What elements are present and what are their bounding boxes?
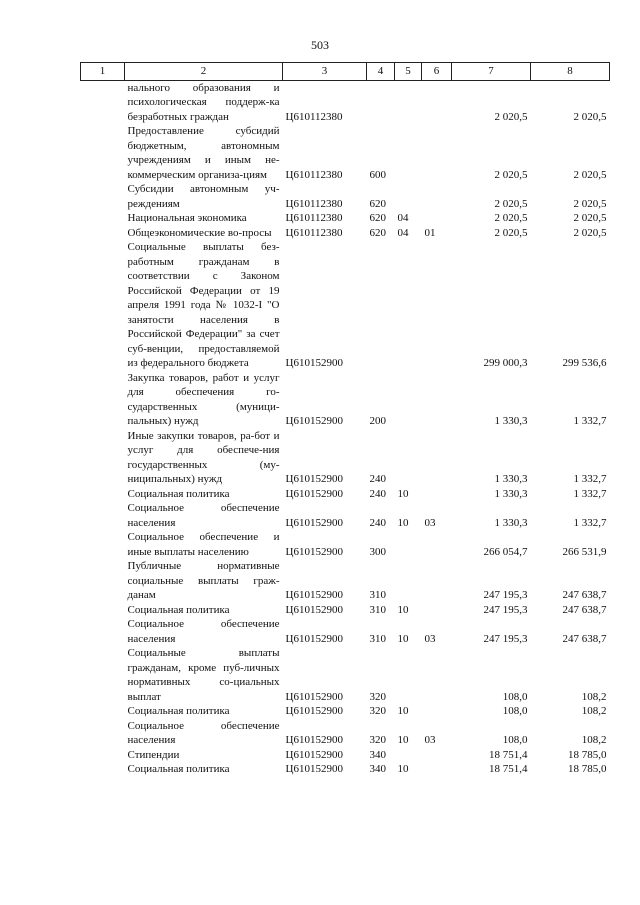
row-amount-2: 1 332,7 [573,487,607,500]
row-subsection [422,748,452,763]
row-amount-1: 1 330,3 [494,487,528,500]
header-col-4: 4 [367,63,395,81]
row-expense-type: 240 [369,473,386,485]
row-target-code: Ц610152900 [285,705,343,717]
row-spacer [81,124,125,182]
row-section [395,429,422,487]
row-name: Стипендии [127,748,180,761]
row-amount-1: 2 020,5 [494,110,528,123]
row-amount-2: 2 020,5 [573,212,607,224]
row-name: Национальная экономика [127,212,247,224]
row-amount-2: 247 638,7 [562,632,607,645]
row-amount-1: 266 054,7 [483,545,528,558]
table-row [81,704,610,719]
row-section: 10 [397,763,409,775]
row-expense-type: 600 [369,168,386,181]
row-subsection: 03 [424,734,436,746]
row-amount-1: 18 751,4 [489,763,528,775]
row-name: Социальное обеспечение населения [127,502,280,529]
row-subsection [422,559,452,603]
row-subsection [422,240,452,371]
row-expense-type: 310 [369,589,386,601]
row-spacer [81,80,125,124]
row-spacer [81,501,125,530]
page-number: 503 [311,38,329,52]
row-amount-1: 247 195,3 [483,589,528,601]
row-section [395,646,422,704]
row-target-code: Ц610152900 [285,748,343,761]
row-section [395,559,422,603]
row-section [395,80,422,124]
header-col-5: 5 [395,63,422,81]
table-row [81,559,610,603]
header-col-7: 7 [452,63,531,81]
row-target-code: Ц610152900 [285,603,343,616]
row-target-code: Ц610112380 [285,212,343,224]
row-target-code: Ц610112380 [285,197,343,210]
header-col-1: 1 [81,63,125,81]
row-target-code: Ц610152900 [285,763,343,775]
row-spacer [81,603,125,618]
row-name: Социальные выплаты гражданам, кроме пуб-личных нормативных со-циальных выплат [127,647,280,703]
row-spacer [81,617,125,646]
row-subsection [422,182,452,211]
row-amount-2: 2 020,5 [573,168,607,181]
row-amount-1: 2 020,5 [494,212,528,224]
row-subsection [422,704,452,719]
row-amount-1: 1 330,3 [494,415,528,427]
table-row [81,719,610,748]
table-row [81,487,610,502]
row-amount-1: 18 751,4 [489,748,528,761]
row-amount-2: 1 332,7 [573,415,607,427]
row-amount-1: 2 020,5 [494,168,528,181]
table-row [81,530,610,559]
table-row [81,603,610,618]
row-amount-1: 247 195,3 [483,603,528,616]
row-amount-1: 299 000,3 [483,357,528,369]
row-subsection: 01 [424,226,436,239]
row-expense-type [367,240,395,371]
row-amount-2: 108,2 [581,734,607,746]
row-spacer [81,719,125,748]
header-col-2: 2 [125,63,283,81]
row-name: нального образования и психологическая поддерж-ка безработных граждан [127,81,280,123]
row-spacer [81,646,125,704]
row-amount-2: 108,2 [581,690,607,703]
row-name: Социальное обеспечение и иные выплаты населению [127,531,280,558]
row-subsection [422,211,452,226]
row-name: Социальное обеспечение населения [127,719,280,746]
row-section [395,530,422,559]
row-amount-1: 108,0 [502,705,528,717]
row-spacer [81,748,125,763]
row-spacer [81,704,125,719]
row-amount-1: 247 195,3 [483,632,528,645]
row-target-code: Ц610152900 [285,516,343,529]
row-expense-type: 240 [369,516,386,529]
row-name: Социальная политика [127,705,230,717]
row-spacer [81,211,125,226]
row-name: Публичные нормативные социальные выплаты граж-данам [127,560,280,601]
row-target-code: Ц610152900 [285,690,343,703]
row-spacer [81,530,125,559]
row-section: 10 [397,487,409,500]
row-amount-2: 266 531,9 [562,545,607,558]
row-target-code: Ц610152900 [285,589,343,601]
row-expense-type: 300 [369,545,386,558]
row-section: 10 [397,705,409,717]
table-row [81,501,610,530]
row-subsection: 03 [424,516,436,529]
row-subsection [422,603,452,618]
row-expense-type: 320 [369,690,386,703]
row-amount-1: 2 020,5 [494,226,528,239]
row-section: 04 [397,212,409,224]
row-name: Социальная политика [127,487,230,500]
row-target-code: Ц610152900 [285,632,343,645]
row-section: 10 [397,516,409,529]
row-spacer [81,182,125,211]
row-subsection [422,429,452,487]
header-col-3: 3 [283,63,367,81]
row-expense-type: 240 [369,487,386,500]
header-col-8: 8 [531,63,610,81]
row-subsection [422,80,452,124]
row-expense-type: 620 [369,226,386,239]
row-subsection [422,124,452,182]
row-section [395,748,422,763]
row-expense-type: 200 [369,415,386,427]
row-name: Социальное обеспечение населения [127,618,280,645]
table-row [81,646,610,704]
row-amount-2: 247 638,7 [562,603,607,616]
row-subsection [422,762,452,777]
row-expense-type: 310 [369,603,386,616]
row-name: Социальная политика [127,763,230,775]
row-amount-2: 1 332,7 [573,473,607,485]
table-header [81,63,610,81]
row-amount-2: 108,2 [581,705,607,717]
row-name: Социальная политика [127,603,230,616]
row-spacer [81,240,125,371]
row-spacer [81,487,125,502]
row-target-code: Ц610112380 [285,226,343,239]
row-name: Закупка товаров, работ и услуг для обеспечения го-сударственных (муници-пальных) нужд [127,371,280,427]
row-target-code: Ц610152900 [285,734,343,746]
row-amount-2: 1 332,7 [573,516,607,529]
row-section: 10 [397,734,409,746]
budget-table [80,62,610,777]
table-body [81,80,610,777]
table-row [81,748,610,763]
row-amount-2: 247 638,7 [562,589,607,601]
row-spacer [81,371,125,429]
row-amount-1: 1 330,3 [494,473,528,485]
row-subsection [422,646,452,704]
row-amount-2: 2 020,5 [573,226,607,239]
row-amount-2: 2 020,5 [573,110,607,123]
row-expense-type [367,80,395,124]
row-section [395,240,422,371]
header-col-6: 6 [422,63,452,81]
row-subsection [422,487,452,502]
row-subsection [422,530,452,559]
row-target-code: Ц610152900 [285,473,343,485]
row-section [395,371,422,429]
row-spacer [81,559,125,603]
row-target-code: Ц610152900 [285,415,343,427]
table-row [81,762,610,777]
row-section: 10 [397,632,409,645]
row-section [395,182,422,211]
table-row [81,240,610,371]
row-target-code: Ц610112380 [285,110,343,123]
row-target-code: Ц610152900 [285,487,343,500]
row-subsection [422,371,452,429]
table-row [81,80,610,124]
row-expense-type: 620 [369,197,386,210]
table-row [81,617,610,646]
row-expense-type: 340 [369,763,386,775]
row-name: Общеэкономические во-просы [127,226,272,239]
row-expense-type: 340 [369,748,386,761]
row-name: Социальные выплаты без-работным гражданам в соответствии с Законом Российской Федерации от 19 апреля 1991 года № 1032-I "О занятости населения в Российской Федерации" за счет суб-венции, предоставляемой из федерального бюджета [127,241,280,369]
row-expense-type: 320 [369,734,386,746]
row-subsection: 03 [424,632,436,645]
row-spacer [81,762,125,777]
row-amount-1: 108,0 [502,690,528,703]
row-expense-type: 310 [369,632,386,645]
row-name: Субсидии автономным уч-реждениям [127,183,280,210]
row-spacer [81,226,125,241]
table-row [81,226,610,241]
row-target-code: Ц610112380 [285,168,343,181]
row-target-code: Ц610152900 [285,357,343,369]
row-section: 10 [397,603,409,616]
table-row [81,211,610,226]
row-expense-type: 620 [369,212,386,224]
row-target-code: Ц610152900 [285,545,343,558]
row-amount-1: 1 330,3 [494,516,528,529]
row-section: 04 [397,226,409,239]
row-spacer [81,429,125,487]
row-amount-2: 18 785,0 [568,748,607,761]
row-amount-1: 2 020,5 [494,197,528,210]
table-row [81,371,610,429]
row-amount-1: 108,0 [502,734,528,746]
row-section [395,124,422,182]
row-amount-2: 299 536,6 [562,357,607,369]
table-row [81,124,610,182]
table-row [81,429,610,487]
row-amount-2: 2 020,5 [573,197,607,210]
row-amount-2: 18 785,0 [568,763,607,775]
row-name: Предоставление субсидий бюджетным, автономным учреждениям и иным не-коммерческим организа-циям [127,125,280,181]
table-row [81,182,610,211]
row-name: Иные закупки товаров, ра-бот и услуг для обеспече-ния государственных (му-ниципальных) нужд [127,429,280,485]
row-expense-type: 320 [369,705,386,717]
